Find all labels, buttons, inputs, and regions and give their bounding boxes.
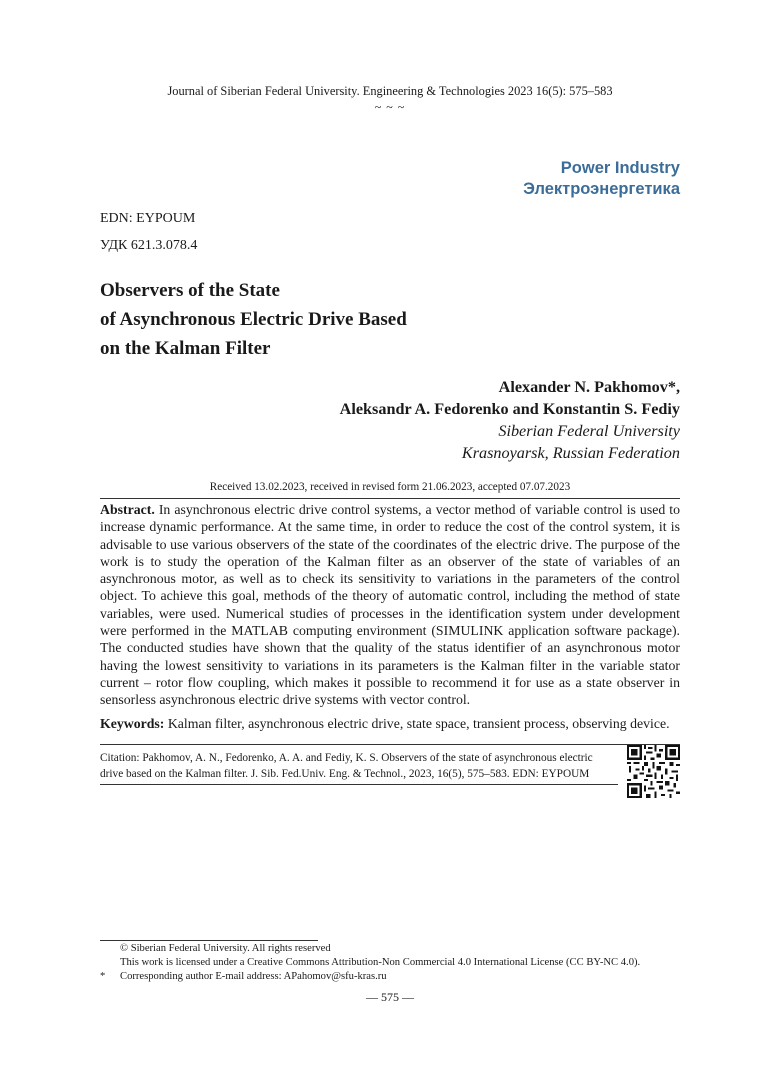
abstract-text: In asynchronous electric drive control systems, a vector method of variable control is used to increase dynamic performance. At the same time, in order to reduce the cost of the control system, it is advisable to use various observers of the state of the coordinates of the electric drive. The purpose of the work is to study the operation of the Kalman filter as an observer of the state of variables of an asynchronous motor, as well as to check its sensitivity to variations in the parameters of the control object. To achieve this goal, methods of the theory of automatic control, including the method of state variables, were used. Numerical studies of processes in the identification system under development were performed in the MATLAB computing environment (SIMULINK application software package). The conducted studies have shown that the quality of the status identifier of an asynchronous motor having the lowest sensitivity to variations in its parameters is the Kalman filter in the variable stator current – rotor flow coupling, which makes it possible to recommend it for use as a state observer in sensorless asynchronous electric drive systems with vector control. [100, 502, 680, 708]
footnote-asterisk: * [100, 971, 106, 982]
author-line: Alexander N. Pakhomov*, [498, 378, 680, 396]
author-line: Aleksandr A. Fedorenko and Konstantin S. Fediy [339, 400, 680, 418]
qr-code-icon[interactable] [627, 745, 680, 798]
divider [100, 498, 680, 499]
affiliation-location: Krasnoyarsk, Russian Federation [461, 444, 680, 462]
udk-code: УДК 621.3.078.4 [100, 238, 198, 253]
received-dates: Received 13.02.2023, received in revised form 21.06.2023, accepted 07.07.2023 [209, 481, 571, 493]
divider [100, 744, 680, 745]
title-line: of Asynchronous Electric Drive Based [100, 309, 407, 330]
section-name-en: Power Industry [560, 159, 680, 177]
abstract-label: Abstract. [100, 502, 155, 517]
abstract [100, 501, 680, 709]
title-line: on the Kalman Filter [100, 338, 271, 359]
citation: Citation: Pakhomov, A. N., Fedorenko, A. A. and Fediy, K. S. Observers of the state of asynchronous electric drive based on the Kalman filter. J. Sib. Fed.Univ. Eng. & Technol., 2023, 16(5), 575–583. EDN: EYPOUM [100, 752, 593, 780]
footnote-license: This work is licensed under a Creative Commons Attribution-Non Commercial 4.0 International License (CC BY-NC 4.0). [120, 957, 641, 968]
section-heading [523, 158, 680, 200]
author-block [340, 376, 680, 464]
title-line: Observers of the State [100, 280, 280, 301]
footnote-corresponding: * Corresponding author E-mail address: APahomov@sfu-kras.ru [100, 971, 387, 982]
divider [100, 784, 618, 785]
keywords-label: Keywords: [100, 716, 165, 731]
keywords-text: Kalman filter, asynchronous electric drive, state space, transient process, observing device. [167, 716, 670, 731]
footnote-copyright: © Siberian Federal University. All rights reserved [120, 943, 331, 954]
journal-header: Journal of Siberian Federal University. Engineering & Technologies 2023 16(5): 575–583 [167, 84, 613, 98]
section-name-ru: Электроэнергетика [523, 180, 680, 198]
edn-code: EDN: EYPOUM [100, 211, 196, 226]
affiliation: Siberian Federal University [498, 422, 680, 440]
page-number: — 575 — [366, 990, 414, 1004]
article-title [100, 276, 407, 363]
header-ornament: ~ ~ ~ [374, 100, 406, 114]
footnote-divider [100, 940, 318, 941]
keywords [100, 715, 680, 732]
